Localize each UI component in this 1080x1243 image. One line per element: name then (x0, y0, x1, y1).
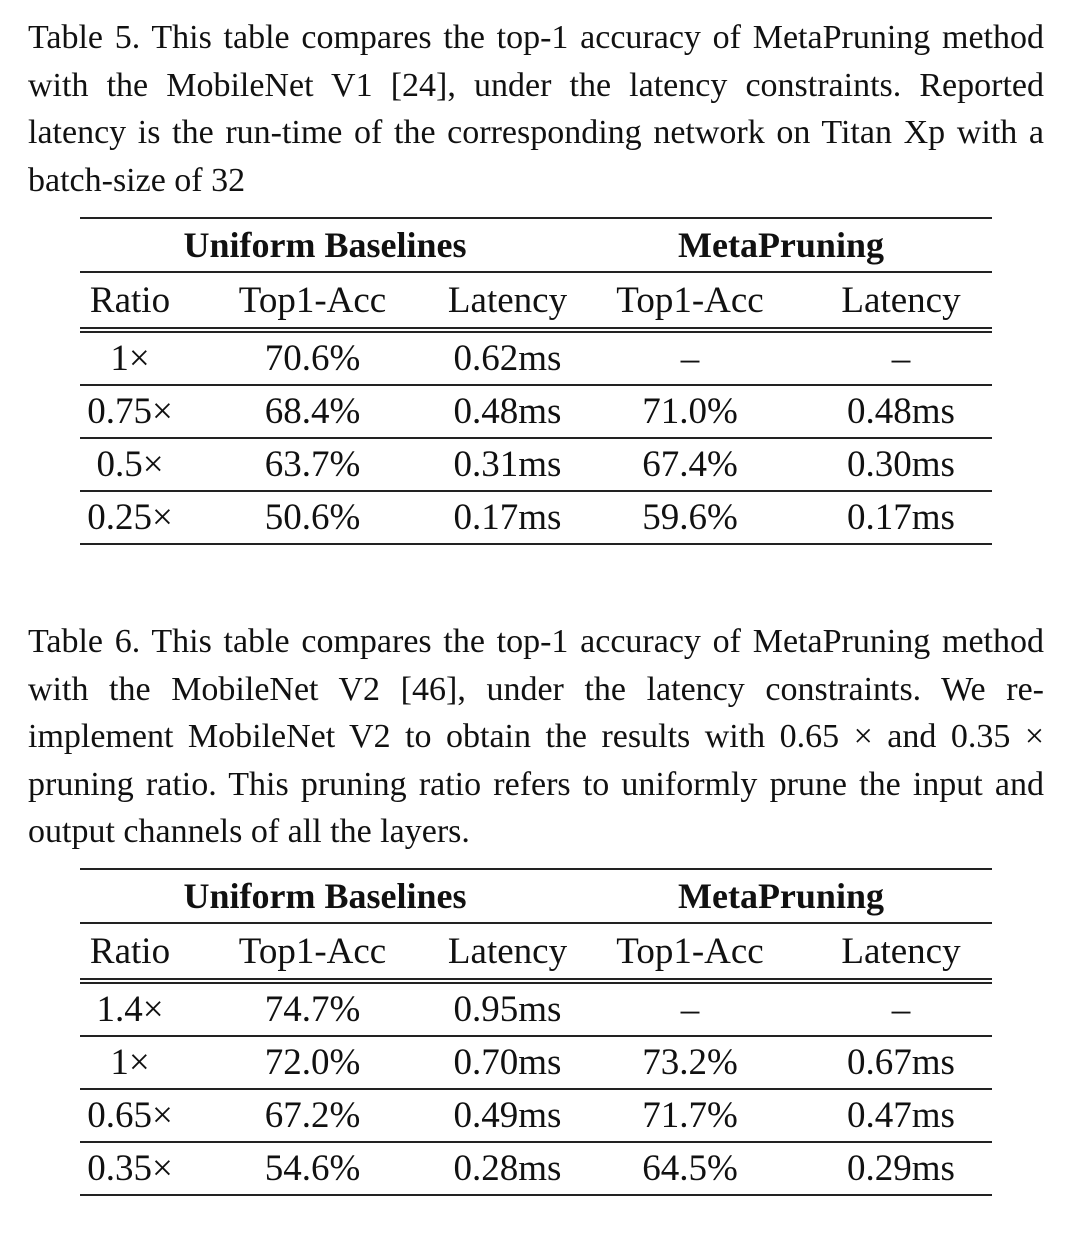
table-row (80, 385, 992, 438)
cell-baseline-acc: 50.6% (180, 491, 445, 544)
cell-metapruning-acc: 71.7% (570, 1089, 810, 1142)
cell-metapruning-latency: 0.67ms (810, 1036, 992, 1089)
table5-caption-text: Table 5. This table compares the top-1 accuracy of MetaPruning method with the MobileNet V1 (28, 19, 1044, 104)
table5-caption-text-end: , under the latency constraints. Reported latency is the run-time of the corresponding network on Titan Xp with a batch-size of 32 (28, 66, 1044, 199)
table-row (80, 491, 992, 544)
column-header-metapruning-latency: Latency (841, 930, 961, 972)
cell-baseline-latency: 0.70ms (445, 1036, 570, 1089)
cell-baseline-latency: 0.49ms (445, 1089, 570, 1142)
cell-ratio: 0.65× (80, 1089, 180, 1142)
cell-baseline-latency: 0.48ms (445, 385, 570, 438)
cell-baseline-acc: 68.4% (180, 385, 445, 438)
cell-baseline-latency: 0.31ms (445, 438, 570, 491)
table-row (80, 981, 992, 1036)
table6-caption-text-end: , under the latency constraints. We re-implement MobileNet V2 to obtain the results with 0.65 × and 0.35 × pruning ratio. This pruning ratio refers to uniformly prune the input and output channels of all the layers. (28, 670, 1044, 850)
table6-citation-link[interactable]: [46] (400, 670, 458, 708)
cell-metapruning-acc: 73.2% (570, 1036, 810, 1089)
cell-baseline-latency: 0.95ms (445, 981, 570, 1036)
cell-metapruning-acc: 64.5% (570, 1142, 810, 1195)
cell-metapruning-latency: 0.48ms (810, 385, 992, 438)
column-header-metapruning-latency: Latency (841, 279, 961, 321)
cell-baseline-acc: 67.2% (180, 1089, 445, 1142)
group-header-uniform-baselines: Uniform Baselines (80, 869, 570, 923)
cell-metapruning-latency: 0.29ms (810, 1142, 992, 1195)
column-header-ratio: Ratio (89, 279, 171, 321)
group-header-metapruning: MetaPruning (570, 218, 992, 272)
column-header-baseline-top1-acc: Top1-Acc (238, 930, 387, 972)
column-header-ratio: Ratio (89, 930, 171, 972)
cell-metapruning-acc: 67.4% (570, 438, 810, 491)
table5-caption (28, 14, 1044, 204)
table5-citation-link[interactable]: [24] (390, 66, 448, 104)
table-row (80, 1036, 992, 1089)
cell-ratio: 0.35× (80, 1142, 180, 1195)
cell-baseline-acc: 74.7% (180, 981, 445, 1036)
table6 (80, 868, 992, 1196)
cell-metapruning-latency: 0.47ms (810, 1089, 992, 1142)
column-header-metapruning-top1-acc: Top1-Acc (616, 930, 764, 972)
cell-metapruning-acc: – (570, 330, 810, 385)
table6-caption-text: Table 6. This table compares the top-1 accuracy of MetaPruning method with the MobileNet V2 (28, 623, 1044, 708)
column-header-metapruning-top1-acc: Top1-Acc (616, 279, 764, 321)
cell-ratio: 1.4× (80, 981, 180, 1036)
column-header-baseline-latency: Latency (447, 279, 568, 321)
group-header-metapruning: MetaPruning (570, 869, 992, 923)
cell-metapruning-acc: 59.6% (570, 491, 810, 544)
cell-metapruning-latency: 0.30ms (810, 438, 992, 491)
cell-ratio: 0.25× (80, 491, 180, 544)
cell-baseline-acc: 72.0% (180, 1036, 445, 1089)
cell-metapruning-latency: – (810, 330, 992, 385)
cell-metapruning-acc: 71.0% (570, 385, 810, 438)
table-row (80, 1142, 992, 1195)
table5 (80, 217, 992, 545)
cell-ratio: 0.5× (80, 438, 180, 491)
cell-ratio: 1× (80, 1036, 180, 1089)
column-header-baseline-latency: Latency (447, 930, 568, 972)
cell-baseline-latency: 0.17ms (445, 491, 570, 544)
cell-ratio: 1× (80, 330, 180, 385)
cell-metapruning-acc: – (570, 981, 810, 1036)
table-row (80, 330, 992, 385)
table-row (80, 1089, 992, 1142)
group-header-uniform-baselines: Uniform Baselines (80, 218, 570, 272)
column-header-baseline-top1-acc: Top1-Acc (238, 279, 387, 321)
cell-baseline-acc: 54.6% (180, 1142, 445, 1195)
table6-caption (28, 618, 1044, 856)
cell-baseline-latency: 0.28ms (445, 1142, 570, 1195)
cell-baseline-acc: 63.7% (180, 438, 445, 491)
cell-metapruning-latency: 0.17ms (810, 491, 992, 544)
cell-ratio: 0.75× (80, 385, 180, 438)
cell-baseline-latency: 0.62ms (445, 330, 570, 385)
cell-baseline-acc: 70.6% (180, 330, 445, 385)
cell-metapruning-latency: – (810, 981, 992, 1036)
table-row (80, 438, 992, 491)
